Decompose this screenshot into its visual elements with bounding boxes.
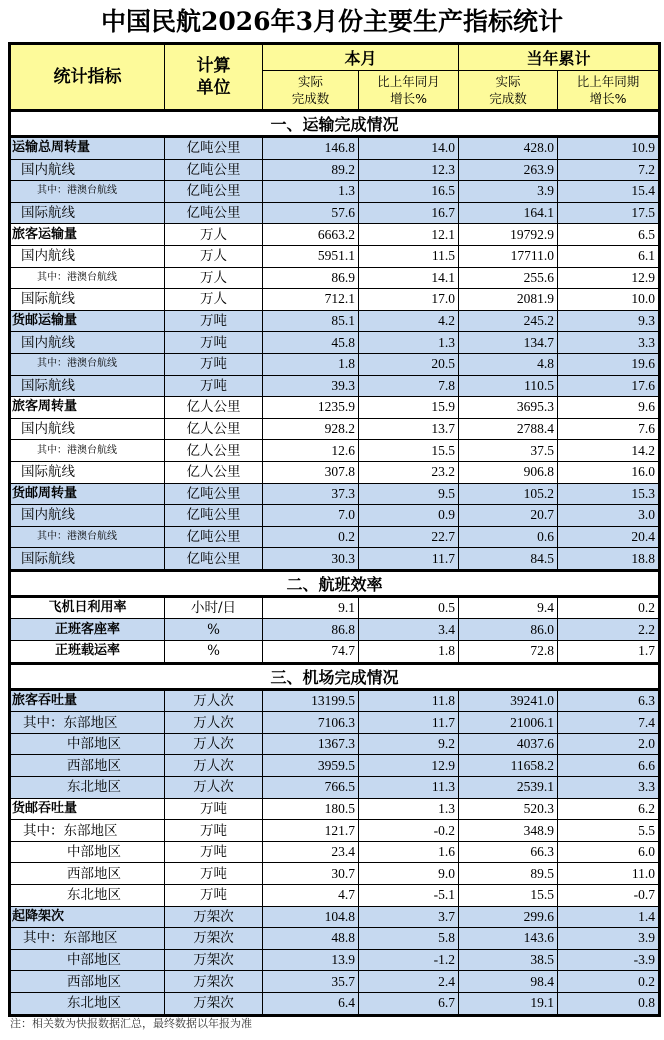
- ytd-growth-cell: 7.6: [558, 418, 660, 440]
- indicator-cell: 东北地区: [10, 885, 165, 907]
- ytd-actual-cell: 105.2: [459, 483, 558, 505]
- unit-cell: 万吨: [165, 820, 263, 842]
- month-actual-cell: 0.2: [263, 526, 359, 548]
- ytd-actual-cell: 299.6: [459, 906, 558, 928]
- ytd-actual-cell: 19792.9: [459, 224, 558, 246]
- table-row: [10, 332, 660, 354]
- ytd-actual-cell: 2539.1: [459, 777, 558, 799]
- indicator-cell: 其中：港澳台航线: [10, 353, 165, 375]
- header-month-actual-line2: 完成数: [291, 91, 330, 106]
- table-row: [10, 755, 660, 777]
- table-row: [10, 992, 660, 1015]
- table-body: [10, 111, 660, 1016]
- ytd-growth-cell: -3.9: [558, 949, 660, 971]
- month-growth-cell: 15.5: [359, 440, 459, 462]
- month-growth-cell: -1.2: [359, 949, 459, 971]
- ytd-actual-cell: 3695.3: [459, 397, 558, 419]
- ytd-growth-cell: 6.1: [558, 245, 660, 267]
- footnote: 注：相关数为快报数据汇总，最终数据以年报为准: [10, 1017, 252, 1030]
- ytd-growth-cell: 10.9: [558, 137, 660, 160]
- header-indicator-label: 统计指标: [53, 67, 122, 87]
- unit-cell: 万架次: [165, 992, 263, 1015]
- ytd-growth-cell: 1.7: [558, 641, 660, 664]
- month-growth-cell: -5.1: [359, 885, 459, 907]
- table-row: [10, 906, 660, 928]
- unit-cell: 万架次: [165, 928, 263, 950]
- unit-cell: 亿吨公里: [165, 526, 263, 548]
- unit-cell: 亿吨公里: [165, 505, 263, 527]
- table-row: [10, 689, 660, 712]
- unit-cell: 万人次: [165, 777, 263, 799]
- indicator-cell: 国际航线: [10, 202, 165, 224]
- month-growth-cell: 11.5: [359, 245, 459, 267]
- month-actual-cell: 146.8: [263, 137, 359, 160]
- section-title: 二、航班效率: [10, 570, 660, 596]
- table-row: [10, 928, 660, 950]
- table-row: [10, 267, 660, 289]
- indicator-cell: 东北地区: [10, 777, 165, 799]
- unit-cell: 亿人公里: [165, 418, 263, 440]
- indicator-cell: 旅客周转量: [10, 397, 165, 419]
- month-actual-cell: 7106.3: [263, 712, 359, 734]
- ytd-growth-cell: 3.0: [558, 505, 660, 527]
- indicator-cell: 东北地区: [10, 992, 165, 1015]
- month-actual-cell: 3959.5: [263, 755, 359, 777]
- ytd-growth-cell: 12.9: [558, 267, 660, 289]
- unit-cell: 万吨: [165, 375, 263, 397]
- ytd-growth-cell: 7.4: [558, 712, 660, 734]
- month-growth-cell: 12.9: [359, 755, 459, 777]
- month-actual-cell: 74.7: [263, 641, 359, 664]
- table-row: [10, 596, 660, 619]
- ytd-actual-cell: 15.5: [459, 885, 558, 907]
- ytd-growth-cell: 5.5: [558, 820, 660, 842]
- ytd-growth-cell: 17.6: [558, 375, 660, 397]
- header-unit: [165, 44, 263, 111]
- indicator-cell: 运输总周转量: [10, 137, 165, 160]
- month-growth-cell: 23.2: [359, 461, 459, 483]
- month-growth-cell: 9.5: [359, 483, 459, 505]
- table-row: [10, 777, 660, 799]
- ytd-actual-cell: 4.8: [459, 353, 558, 375]
- indicator-cell: 其中：东部地区: [10, 712, 165, 734]
- ytd-actual-cell: 72.8: [459, 641, 558, 664]
- header-ytd-growth: [558, 71, 660, 111]
- ytd-actual-cell: 19.1: [459, 992, 558, 1015]
- ytd-growth-cell: 14.2: [558, 440, 660, 462]
- indicator-cell: 其中：港澳台航线: [10, 526, 165, 548]
- ytd-growth-cell: 2.0: [558, 733, 660, 755]
- month-growth-cell: 11.7: [359, 548, 459, 571]
- month-actual-cell: 712.1: [263, 289, 359, 311]
- unit-cell: 亿人公里: [165, 461, 263, 483]
- month-actual-cell: 13199.5: [263, 689, 359, 712]
- month-growth-cell: 14.1: [359, 267, 459, 289]
- table-row: [10, 418, 660, 440]
- indicator-cell: 国内航线: [10, 159, 165, 181]
- ytd-growth-cell: 1.4: [558, 906, 660, 928]
- month-actual-cell: 104.8: [263, 906, 359, 928]
- indicator-cell: 国内航线: [10, 245, 165, 267]
- ytd-actual-cell: 2788.4: [459, 418, 558, 440]
- ytd-actual-cell: 520.3: [459, 798, 558, 820]
- ytd-growth-cell: 9.3: [558, 310, 660, 332]
- header-unit-line1: 计算: [196, 56, 231, 76]
- indicator-cell: 西部地区: [10, 863, 165, 885]
- month-growth-cell: 4.2: [359, 310, 459, 332]
- table-row: [10, 949, 660, 971]
- ytd-growth-cell: 16.0: [558, 461, 660, 483]
- indicator-cell: 国内航线: [10, 332, 165, 354]
- ytd-actual-cell: 143.6: [459, 928, 558, 950]
- table-row: [10, 820, 660, 842]
- unit-cell: 亿吨公里: [165, 483, 263, 505]
- header-month-actual-line1: 实际: [297, 74, 323, 89]
- table-row: [10, 483, 660, 505]
- table-row: [10, 712, 660, 734]
- month-growth-cell: 1.6: [359, 841, 459, 863]
- unit-cell: 亿吨公里: [165, 181, 263, 203]
- month-growth-cell: 2.4: [359, 971, 459, 993]
- indicator-cell: 其中：港澳台航线: [10, 267, 165, 289]
- ytd-growth-cell: 11.0: [558, 863, 660, 885]
- month-actual-cell: 5951.1: [263, 245, 359, 267]
- unit-cell: 万架次: [165, 906, 263, 928]
- unit-cell: 万架次: [165, 971, 263, 993]
- ytd-growth-cell: -0.7: [558, 885, 660, 907]
- table-row: [10, 548, 660, 571]
- ytd-growth-cell: 6.6: [558, 755, 660, 777]
- month-growth-cell: 9.0: [359, 863, 459, 885]
- month-actual-cell: 89.2: [263, 159, 359, 181]
- ytd-actual-cell: 86.0: [459, 619, 558, 641]
- ytd-growth-cell: 20.4: [558, 526, 660, 548]
- indicator-cell: 西部地区: [10, 755, 165, 777]
- table-header: [10, 44, 660, 111]
- ytd-growth-cell: 9.6: [558, 397, 660, 419]
- month-actual-cell: 6663.2: [263, 224, 359, 246]
- month-actual-cell: 85.1: [263, 310, 359, 332]
- month-actual-cell: 30.7: [263, 863, 359, 885]
- ytd-growth-cell: 10.0: [558, 289, 660, 311]
- ytd-actual-cell: 2081.9: [459, 289, 558, 311]
- unit-cell: 万吨: [165, 310, 263, 332]
- header-ytd-actual: [459, 71, 558, 111]
- ytd-growth-cell: 0.2: [558, 971, 660, 993]
- indicator-cell: 其中：东部地区: [10, 928, 165, 950]
- month-actual-cell: 86.8: [263, 619, 359, 641]
- ytd-actual-cell: 39241.0: [459, 689, 558, 712]
- unit-cell: 万人次: [165, 733, 263, 755]
- month-actual-cell: 37.3: [263, 483, 359, 505]
- indicator-cell: 西部地区: [10, 971, 165, 993]
- header-month-growth: [359, 71, 459, 111]
- month-actual-cell: 39.3: [263, 375, 359, 397]
- indicator-cell: 正班客座率: [10, 619, 165, 641]
- ytd-growth-cell: 0.8: [558, 992, 660, 1015]
- month-actual-cell: 1367.3: [263, 733, 359, 755]
- indicator-cell: 其中：港澳台航线: [10, 440, 165, 462]
- indicator-cell: 起降架次: [10, 906, 165, 928]
- unit-cell: 万吨: [165, 885, 263, 907]
- indicator-cell: 国内航线: [10, 418, 165, 440]
- section-row: [10, 663, 660, 689]
- table-row: [10, 397, 660, 419]
- ytd-actual-cell: 66.3: [459, 841, 558, 863]
- month-growth-cell: 11.3: [359, 777, 459, 799]
- ytd-actual-cell: 906.8: [459, 461, 558, 483]
- ytd-growth-cell: 7.2: [558, 159, 660, 181]
- table-row: [10, 505, 660, 527]
- month-growth-cell: 14.0: [359, 137, 459, 160]
- month-actual-cell: 12.6: [263, 440, 359, 462]
- indicator-cell: 国内航线: [10, 505, 165, 527]
- header-ytd-actual-line2: 完成数: [489, 91, 527, 106]
- ytd-actual-cell: 428.0: [459, 137, 558, 160]
- indicator-cell: 国际航线: [10, 548, 165, 571]
- unit-cell: 万吨: [165, 798, 263, 820]
- indicator-cell: 中部地区: [10, 949, 165, 971]
- month-growth-cell: 0.5: [359, 596, 459, 619]
- header-this-month: 本月: [263, 44, 459, 71]
- table-row: [10, 289, 660, 311]
- ytd-growth-cell: 15.4: [558, 181, 660, 203]
- ytd-growth-cell: 6.3: [558, 689, 660, 712]
- indicator-cell: 其中：东部地区: [10, 820, 165, 842]
- unit-cell: 万吨: [165, 841, 263, 863]
- month-actual-cell: 307.8: [263, 461, 359, 483]
- indicator-cell: 正班载运率: [10, 641, 165, 664]
- statistics-table: [8, 42, 661, 1017]
- month-growth-cell: 11.7: [359, 712, 459, 734]
- ytd-actual-cell: 21006.1: [459, 712, 558, 734]
- indicator-cell: 旅客吞吐量: [10, 689, 165, 712]
- month-growth-cell: 20.5: [359, 353, 459, 375]
- table-row: [10, 159, 660, 181]
- month-actual-cell: 45.8: [263, 332, 359, 354]
- month-actual-cell: 23.4: [263, 841, 359, 863]
- header-month-actual: [263, 71, 359, 111]
- month-actual-cell: 4.7: [263, 885, 359, 907]
- month-actual-cell: 30.3: [263, 548, 359, 571]
- header-unit-line2: 单位: [196, 78, 231, 98]
- month-growth-cell: 3.7: [359, 906, 459, 928]
- month-growth-cell: 15.9: [359, 397, 459, 419]
- month-growth-cell: 12.3: [359, 159, 459, 181]
- unit-cell: 亿人公里: [165, 397, 263, 419]
- indicator-cell: 旅客运输量: [10, 224, 165, 246]
- ytd-actual-cell: 3.9: [459, 181, 558, 203]
- month-growth-cell: 0.9: [359, 505, 459, 527]
- indicator-cell: 国际航线: [10, 461, 165, 483]
- indicator-cell: 国际航线: [10, 289, 165, 311]
- ytd-growth-cell: 19.6: [558, 353, 660, 375]
- month-growth-cell: 22.7: [359, 526, 459, 548]
- ytd-actual-cell: 263.9: [459, 159, 558, 181]
- month-growth-cell: 6.7: [359, 992, 459, 1015]
- header-indicator: [10, 44, 165, 111]
- unit-cell: %: [165, 641, 263, 664]
- unit-cell: 亿人公里: [165, 440, 263, 462]
- ytd-actual-cell: 38.5: [459, 949, 558, 971]
- ytd-actual-cell: 20.7: [459, 505, 558, 527]
- ytd-actual-cell: 9.4: [459, 596, 558, 619]
- table-row: [10, 310, 660, 332]
- table-row: [10, 181, 660, 203]
- section-title: 一、运输完成情况: [10, 111, 660, 137]
- month-growth-cell: 7.8: [359, 375, 459, 397]
- month-actual-cell: 57.6: [263, 202, 359, 224]
- unit-cell: 万吨: [165, 332, 263, 354]
- indicator-cell: 货邮周转量: [10, 483, 165, 505]
- ytd-growth-cell: 2.2: [558, 619, 660, 641]
- month-growth-cell: 12.1: [359, 224, 459, 246]
- ytd-actual-cell: 245.2: [459, 310, 558, 332]
- month-growth-cell: 1.3: [359, 332, 459, 354]
- unit-cell: 亿吨公里: [165, 137, 263, 160]
- header-ytd: 当年累计: [459, 44, 660, 71]
- month-actual-cell: 7.0: [263, 505, 359, 527]
- unit-cell: 小时/日: [165, 596, 263, 619]
- month-growth-cell: -0.2: [359, 820, 459, 842]
- table-row: [10, 641, 660, 664]
- unit-cell: 万吨: [165, 353, 263, 375]
- unit-cell: 万人次: [165, 712, 263, 734]
- header-ytd-growth-line2: 增长%: [589, 91, 627, 106]
- ytd-growth-cell: 6.2: [558, 798, 660, 820]
- month-actual-cell: 35.7: [263, 971, 359, 993]
- month-actual-cell: 13.9: [263, 949, 359, 971]
- ytd-actual-cell: 0.6: [459, 526, 558, 548]
- month-growth-cell: 5.8: [359, 928, 459, 950]
- ytd-actual-cell: 98.4: [459, 971, 558, 993]
- unit-cell: 万人次: [165, 689, 263, 712]
- table-row: [10, 245, 660, 267]
- month-growth-cell: 3.4: [359, 619, 459, 641]
- ytd-actual-cell: 110.5: [459, 375, 558, 397]
- unit-cell: 亿吨公里: [165, 548, 263, 571]
- ytd-growth-cell: 15.3: [558, 483, 660, 505]
- month-growth-cell: 13.7: [359, 418, 459, 440]
- ytd-actual-cell: 348.9: [459, 820, 558, 842]
- month-actual-cell: 121.7: [263, 820, 359, 842]
- indicator-cell: 国际航线: [10, 375, 165, 397]
- indicator-cell: 飞机日利用率: [10, 596, 165, 619]
- ytd-growth-cell: 3.9: [558, 928, 660, 950]
- ytd-actual-cell: 134.7: [459, 332, 558, 354]
- month-actual-cell: 1235.9: [263, 397, 359, 419]
- unit-cell: 万人: [165, 289, 263, 311]
- ytd-growth-cell: 18.8: [558, 548, 660, 571]
- ytd-actual-cell: 84.5: [459, 548, 558, 571]
- ytd-growth-cell: 3.3: [558, 332, 660, 354]
- month-actual-cell: 6.4: [263, 992, 359, 1015]
- table-row: [10, 224, 660, 246]
- section-row: [10, 111, 660, 137]
- unit-cell: 万人: [165, 267, 263, 289]
- month-actual-cell: 1.3: [263, 181, 359, 203]
- unit-cell: 万人: [165, 245, 263, 267]
- table-row: [10, 863, 660, 885]
- table-row: [10, 375, 660, 397]
- ytd-growth-cell: 17.5: [558, 202, 660, 224]
- unit-cell: 亿吨公里: [165, 202, 263, 224]
- month-actual-cell: 928.2: [263, 418, 359, 440]
- header-month-growth-line2: 增长%: [390, 91, 427, 106]
- ytd-actual-cell: 17711.0: [459, 245, 558, 267]
- month-growth-cell: 16.7: [359, 202, 459, 224]
- ytd-actual-cell: 4037.6: [459, 733, 558, 755]
- ytd-growth-cell: 3.3: [558, 777, 660, 799]
- table-row: [10, 202, 660, 224]
- header-ytd-actual-line1: 实际: [495, 74, 521, 89]
- month-actual-cell: 86.9: [263, 267, 359, 289]
- table-row: [10, 733, 660, 755]
- month-growth-cell: 11.8: [359, 689, 459, 712]
- unit-cell: 万吨: [165, 863, 263, 885]
- month-growth-cell: 1.3: [359, 798, 459, 820]
- table-row: [10, 798, 660, 820]
- section-row: [10, 570, 660, 596]
- table-row: [10, 526, 660, 548]
- header-ytd-growth-line1: 比上年同期: [576, 74, 640, 89]
- month-actual-cell: 48.8: [263, 928, 359, 950]
- table-row: [10, 841, 660, 863]
- month-growth-cell: 9.2: [359, 733, 459, 755]
- section-title: 三、机场完成情况: [10, 663, 660, 689]
- table-row: [10, 461, 660, 483]
- ytd-actual-cell: 89.5: [459, 863, 558, 885]
- unit-cell: %: [165, 619, 263, 641]
- ytd-actual-cell: 11658.2: [459, 755, 558, 777]
- indicator-cell: 货邮运输量: [10, 310, 165, 332]
- ytd-actual-cell: 164.1: [459, 202, 558, 224]
- indicator-cell: 其中：港澳台航线: [10, 181, 165, 203]
- table-row: [10, 137, 660, 160]
- unit-cell: 亿吨公里: [165, 159, 263, 181]
- indicator-cell: 中部地区: [10, 841, 165, 863]
- month-growth-cell: 16.5: [359, 181, 459, 203]
- ytd-growth-cell: 6.5: [558, 224, 660, 246]
- table-row: [10, 440, 660, 462]
- ytd-actual-cell: 255.6: [459, 267, 558, 289]
- month-actual-cell: 1.8: [263, 353, 359, 375]
- header-month-growth-line1: 比上年同月: [377, 74, 440, 89]
- month-actual-cell: 180.5: [263, 798, 359, 820]
- month-actual-cell: 9.1: [263, 596, 359, 619]
- table-row: [10, 885, 660, 907]
- table-row: [10, 971, 660, 993]
- ytd-actual-cell: 37.5: [459, 440, 558, 462]
- month-growth-cell: 17.0: [359, 289, 459, 311]
- ytd-growth-cell: 6.0: [558, 841, 660, 863]
- month-growth-cell: 1.8: [359, 641, 459, 664]
- table-row: [10, 619, 660, 641]
- unit-cell: 万人次: [165, 755, 263, 777]
- month-actual-cell: 766.5: [263, 777, 359, 799]
- unit-cell: 万架次: [165, 949, 263, 971]
- unit-cell: 万人: [165, 224, 263, 246]
- ytd-growth-cell: 0.2: [558, 596, 660, 619]
- table-row: [10, 353, 660, 375]
- indicator-cell: 中部地区: [10, 733, 165, 755]
- page-title: 中国民航2026年3月份主要生产指标统计: [101, 7, 563, 36]
- indicator-cell: 货邮吞吐量: [10, 798, 165, 820]
